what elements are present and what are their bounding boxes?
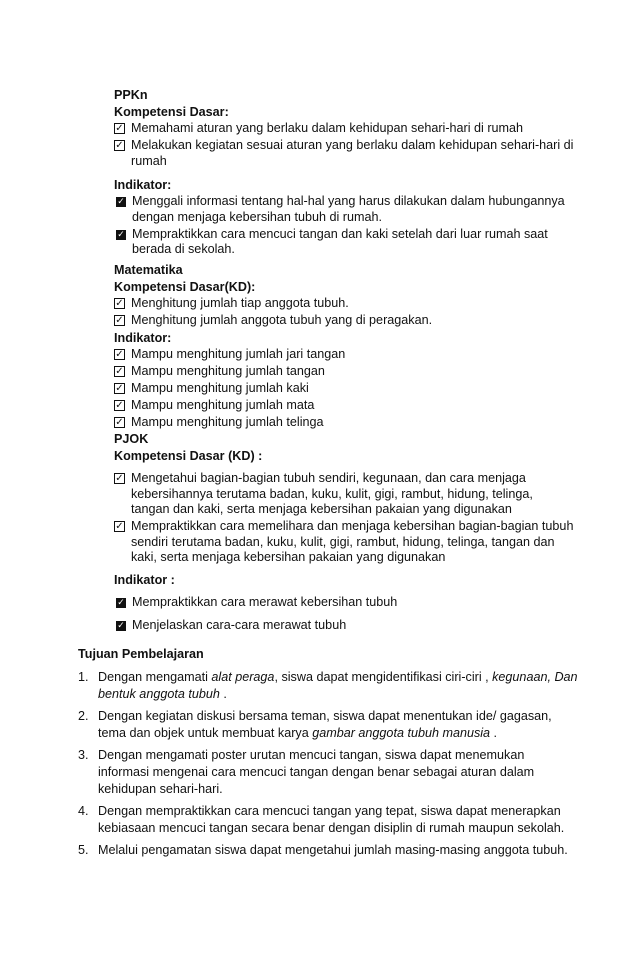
checked-checkbox-icon: ✓: [115, 521, 124, 532]
goal-number: 4.: [78, 804, 89, 818]
checked-checkbox-icon: ✓: [115, 473, 124, 484]
filled-checkbox-icon: ✓: [117, 621, 125, 631]
checked-checkbox-icon: ✓: [115, 315, 124, 326]
matematika-indikator-item: ✓ Mampu menghitung jumlah mata: [115, 398, 315, 412]
matematika-indikator-label: Indikator:: [114, 331, 172, 345]
pjok-kd-item: ✓ Mempraktikkan cara memelihara dan menjaga kebersihan bagian-bagian tubuh sendiri terutama badan, kuku, kulit, gigi, rambut, hidung, telinga, tangan dan kaki, serta menjaga kebersihan pakaian yang digunakan: [115, 519, 574, 564]
section-matematika: [114, 262, 574, 432]
goal-item: 1. Dengan mengamati alat peraga, siswa dapat mengidentifikasi ciri-ciri , kegunaan, Dan bentuk anggota tubuh .: [78, 670, 578, 701]
pjok-title: PJOK: [114, 432, 149, 446]
pjok-indikator-item: ✓ Menjelaskan cara-cara merawat tubuh: [117, 618, 347, 632]
goal-item: 5. Melalui pengamatan siswa dapat mengetahui jumlah masing-masing anggota tubuh.: [78, 843, 568, 857]
matematika-kd-item: ✓ Menghitung jumlah anggota tubuh yang di peragakan.: [115, 313, 433, 327]
matematika-title: Matematika: [114, 263, 183, 277]
checked-checkbox-icon: ✓: [115, 298, 124, 309]
checked-checkbox-icon: ✓: [115, 417, 124, 428]
checked-checkbox-icon: ✓: [115, 140, 124, 151]
filled-checkbox-icon: ✓: [117, 229, 125, 240]
goal-item: 2. Dengan kegiatan diskusi bersama teman, siswa dapat menentukan ide/ gagasan, tema dan objek untuk membuat karya gambar anggota tubuh manusia .: [78, 709, 552, 740]
matematika-indikator-item: ✓ Mampu menghitung jumlah jari tangan: [115, 347, 346, 361]
pjok-kd-label: Kompetensi Dasar (KD) :: [114, 449, 263, 463]
matematika-kd-item: ✓ Menghitung jumlah tiap anggota tubuh.: [115, 296, 349, 310]
tujuan-title: Tujuan Pembelajaran: [78, 647, 204, 661]
goal-item: 3. Dengan mengamati poster urutan mencuci tangan, siswa dapat menemukan informasi mengenai cara mencuci tangan dengan benar sebagai aturan dalam kehidupan sehari-hari.: [78, 748, 535, 796]
checked-checkbox-icon: ✓: [115, 400, 124, 411]
pjok-indikator-label: Indikator :: [114, 572, 175, 587]
matematika-indikator-item: ✓ Mampu menghitung jumlah tangan: [115, 364, 325, 378]
ppkn-indikator-item: ✓ Mempraktikkan cara mencuci tangan dan kaki setelah dari luar rumah saat berada di sekolah.: [117, 226, 548, 256]
goal-number: 5.: [78, 843, 89, 857]
checked-checkbox-icon: ✓: [115, 123, 124, 134]
matematika-indikator-item: ✓ Mampu menghitung jumlah telinga: [115, 415, 324, 429]
goal-item: 4. Dengan mempraktikkan cara mencuci tangan yang tepat, siswa dapat menerapkan kebiasaan mencuci tangan secara benar dengan disiplin di rumah maupun sekolah.: [78, 804, 565, 835]
goal-number: 2.: [78, 709, 89, 723]
pjok-indikator-item: ✓ Mempraktikkan cara merawat kebersihan tubuh: [117, 594, 398, 609]
section-tujuan-pembelajaran: [78, 646, 578, 864]
ppkn-kd-item: ✓ Memahami aturan yang berlaku dalam kehidupan sehari-hari di rumah: [115, 121, 524, 135]
goal-number: 3.: [78, 748, 89, 762]
ppkn-kd-label: Kompetensi Dasar:: [114, 105, 229, 119]
goal-number: 1.: [78, 670, 89, 684]
matematika-kd-label: Kompetensi Dasar(KD):: [114, 280, 256, 294]
filled-checkbox-icon: ✓: [117, 597, 125, 608]
pjok-kd-item: ✓ Mengetahui bagian-bagian tubuh sendiri, kegunaan, dan cara menjaga kebersihannya terutama badan, kuku, kulit, gigi, rambut, hidung, telinga, tangan dan kaki, serta menjaga kebersihan pakaian yang digunakan: [115, 471, 533, 516]
ppkn-kd-item: ✓ Melakukan kegiatan sesuai aturan yang berlaku dalam kehidupan sehari-hari di rumah: [115, 138, 574, 168]
section-ppkn: [114, 87, 574, 259]
ppkn-indikator-item: ✓ Menggali informasi tentang hal-hal yang harus dilakukan dalam hubungannya dengan menjaga kebersihan tubuh di rumah.: [117, 194, 565, 224]
section-pjok: [114, 431, 574, 635]
checked-checkbox-icon: ✓: [115, 366, 124, 377]
filled-checkbox-icon: ✓: [117, 197, 125, 207]
checked-checkbox-icon: ✓: [115, 383, 124, 394]
matematika-indikator-item: ✓ Mampu menghitung jumlah kaki: [115, 381, 309, 395]
ppkn-indikator-label: Indikator:: [114, 178, 172, 192]
checked-checkbox-icon: ✓: [115, 349, 124, 360]
ppkn-title: PPKn: [114, 88, 148, 102]
